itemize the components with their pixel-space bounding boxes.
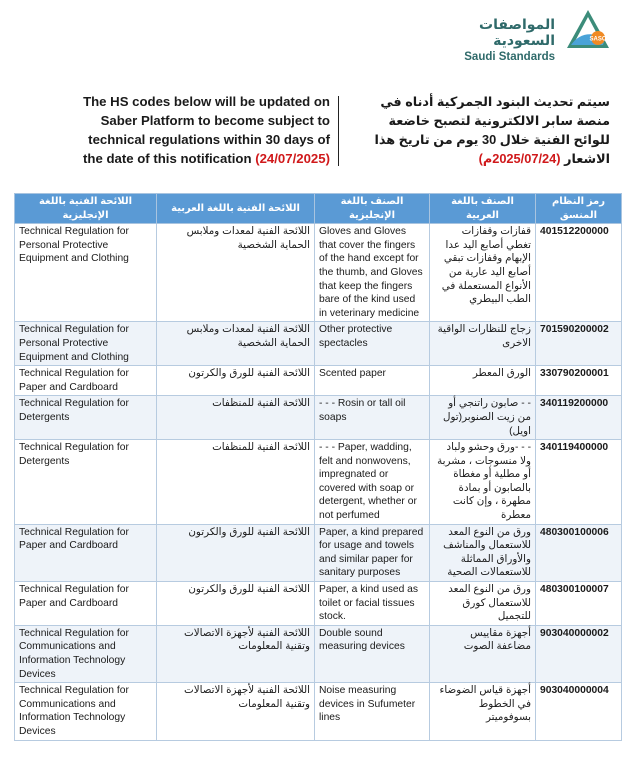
cell-code: 340119200000 [536,396,622,440]
logo-english-name: Saudi Standards [464,51,555,63]
logo-arabic-name: المواصفات السعودية [479,16,555,48]
cell-class-en: Noise measuring devices in Sufumeter lines [315,683,430,740]
cell-reg-en: Technical Regulation for Personal Protective Equipment and Clothing [15,224,157,322]
notice-divider [338,96,339,166]
cell-code: 480300100006 [536,524,622,581]
cell-reg-ar: اللائحة الفنية لمعدات وملابس الحماية الشخصية [157,322,315,366]
cell-reg-en: Technical Regulation for Detergents [15,396,157,440]
cell-code: 480300100007 [536,582,622,626]
notice-arabic-date: (2025/07/24م) [478,151,561,166]
cell-code: 330790200001 [536,366,622,396]
cell-class-en: Paper, a kind prepared for usage and towels and similar paper for sanitary purposes [315,524,430,581]
table-row [15,440,622,525]
notice-english [68,92,330,168]
table-row [15,582,622,626]
cell-class-en: Paper, a kind used as toilet or facial tissues stock. [315,582,430,626]
saso-logo [461,8,611,63]
cell-reg-ar: اللائحة الفنية للمنظفات [157,440,315,525]
header-reg-ar: اللائحة الفنية باللغة العربية [157,194,315,224]
notice-english-date: (24/07/2025) [255,151,330,166]
table-row [15,322,622,366]
cell-reg-ar: اللائحة الفنية لمعدات وملابس الحماية الشخصية [157,224,315,322]
header-class-en: الصنف باللغة الإنجليزية [315,194,430,224]
table-row [15,224,622,322]
cell-class-ar: زجاج للنظارات الواقية الاخرى [430,322,536,366]
cell-class-ar: الورق المعطر [430,366,536,396]
cell-class-ar: ورق من النوع المعد للاستعمال والمناشف والأوراق المماثلة للاستعمالات الصحية [430,524,536,581]
header-reg-en: اللائحة الفنية باللغة الإنجليزية [15,194,157,224]
cell-class-en: Scented paper [315,366,430,396]
table-header-row [15,194,622,224]
cell-class-en: Double sound measuring devices [315,625,430,682]
cell-class-en: - - - Paper, wadding, felt and nonwovens, impregnated or covered with soap or detergent, whether or not perfumed [315,440,430,525]
cell-reg-ar: اللائحة الفنية للمنظفات [157,396,315,440]
cell-class-ar: - - صابون راتنجي أو من زيت الصنوبر(تول اويل) [430,396,536,440]
saso-emblem-icon [565,8,611,50]
cell-reg-ar: اللائحة الفنية للورق والكرتون [157,366,315,396]
notice-english-text: The HS codes below will be updated on Saber Platform to become subject to technical regulations within 30 days of the date of this notification [83,94,330,166]
cell-code: 701590200002 [536,322,622,366]
cell-reg-ar: اللائحة الفنية للورق والكرتون [157,524,315,581]
table-row [15,625,622,682]
table-row [15,366,622,396]
cell-reg-en: Technical Regulation for Paper and Cardboard [15,366,157,396]
cell-reg-ar: اللائحة الفنية للورق والكرتون [157,582,315,626]
cell-class-ar: أجهزة مقاييس مضاعفة الصوت [430,625,536,682]
cell-class-ar: - - -ورق وحشو ولباد ولا منسوجات ، مشربة أو مطلية أو مغطاة بالصابون أو بمادة مطهرة ، وإن كانت معطرة [430,440,536,525]
cell-reg-en: Technical Regulation for Communications and Information Technology Devices [15,625,157,682]
logo-mark-text: SASO [589,36,607,43]
header-code: رمز النظام المنسق [536,194,622,224]
hs-codes-table [14,193,622,741]
notice-arabic [350,92,610,168]
cell-reg-en: Technical Regulation for Detergents [15,440,157,525]
notice-arabic-text: سيتم تحديث البنود الجمركية أدناه في منصة سابر الالكترونية لتصبح خاضعة للوائح الفنية خلال 30 يوم من تاريخ هذا الاشعار [374,94,610,166]
cell-reg-ar: اللائحة الفنية لأجهزة الاتصالات وتقنية المعلومات [157,683,315,740]
cell-reg-en: Technical Regulation for Paper and Cardboard [15,582,157,626]
cell-class-en: Gloves and Gloves that cover the fingers of the hand except for the thumb, and Gloves that keep the fingers bare of the kind used in veterinary medicine [315,224,430,322]
table-row [15,524,622,581]
cell-reg-ar: اللائحة الفنية لأجهزة الاتصالات وتقنية المعلومات [157,625,315,682]
table-row [15,396,622,440]
table-row [15,683,622,740]
cell-code: 340119400000 [536,440,622,525]
cell-class-ar: أجهزة قياس الضوضاء في الخطوط بسوفوميتر [430,683,536,740]
cell-class-en: Other protective spectacles [315,322,430,366]
cell-code: 401512200000 [536,224,622,322]
cell-class-ar: قفازات وقفازات تغطي أصابع اليد عدا الإبهام وقفازات تبقي أصابع اليد عارية من الأنواع المستعملة في الطب البيطري [430,224,536,322]
header-class-ar: الصنف باللغة العربية [430,194,536,224]
cell-code: 903040000002 [536,625,622,682]
cell-reg-en: Technical Regulation for Paper and Cardboard [15,524,157,581]
cell-class-ar: ورق من النوع المعد للاستعمال كورق للتجميل [430,582,536,626]
cell-class-en: - - - Rosin or tall oil soaps [315,396,430,440]
cell-code: 903040000004 [536,683,622,740]
cell-reg-en: Technical Regulation for Personal Protective Equipment and Clothing [15,322,157,366]
cell-reg-en: Technical Regulation for Communications and Information Technology Devices [15,683,157,740]
